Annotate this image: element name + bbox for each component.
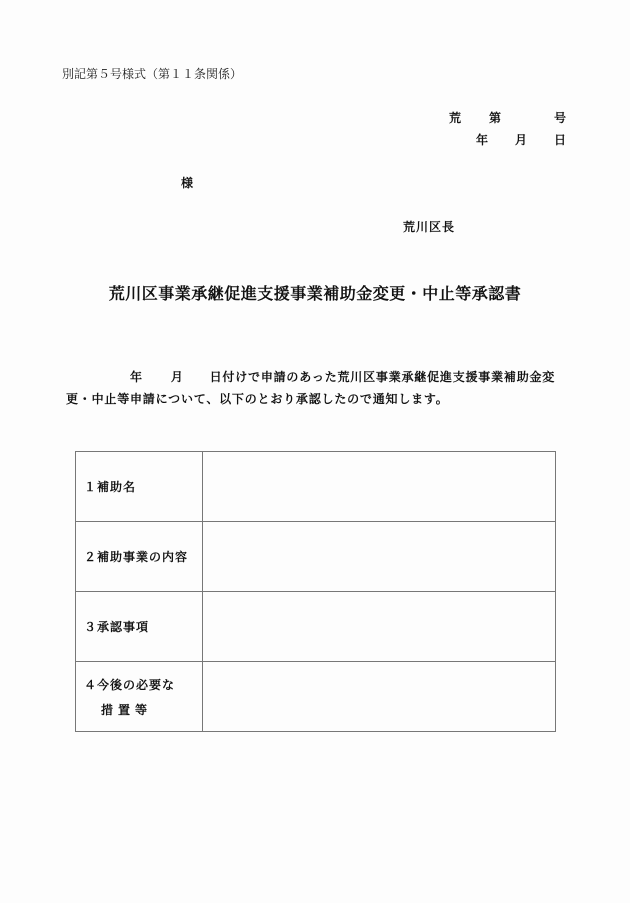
- row-label: [76, 662, 203, 732]
- approval-table: [75, 451, 556, 732]
- body-line-1: [66, 368, 555, 385]
- table-row: [76, 522, 556, 592]
- doc-dai: 第: [489, 111, 502, 125]
- document-title: 荒川区事業承継促進支援事業補助金変更・中止等承認書: [108, 284, 522, 303]
- row-value: [203, 452, 556, 522]
- addressee: 様: [181, 176, 194, 190]
- row-label: １補助名: [76, 452, 203, 522]
- row-label-line-1: ４今後の必要な: [84, 677, 176, 692]
- body-line-2: 更・中止等申請について、以下のとおり承認したので通知します。: [66, 392, 449, 406]
- row-label-line-2: 措置等: [101, 702, 153, 717]
- body-year: 年: [130, 370, 143, 384]
- date-year: 年: [476, 133, 489, 147]
- row-value: [203, 592, 556, 662]
- date-day: 日: [554, 133, 567, 147]
- date-month: 月: [515, 133, 528, 147]
- issuer: 荒川区長: [403, 220, 456, 234]
- table-row: [76, 662, 556, 732]
- row-value: [203, 662, 556, 732]
- form-reference: 別記第５号様式（第１１条関係）: [62, 67, 243, 81]
- row-label: ２補助事業の内容: [76, 522, 203, 592]
- body-line-1-text: 日付けで申請のあった荒川区事業承継促進支援事業補助金変: [209, 370, 556, 384]
- doc-go: 号: [554, 111, 567, 125]
- body-month: 月: [170, 370, 184, 384]
- row-label: ３承認事項: [76, 592, 203, 662]
- doc-prefix: 荒: [449, 111, 462, 125]
- row-value: [203, 522, 556, 592]
- table-row: [76, 592, 556, 662]
- table-row: [76, 452, 556, 522]
